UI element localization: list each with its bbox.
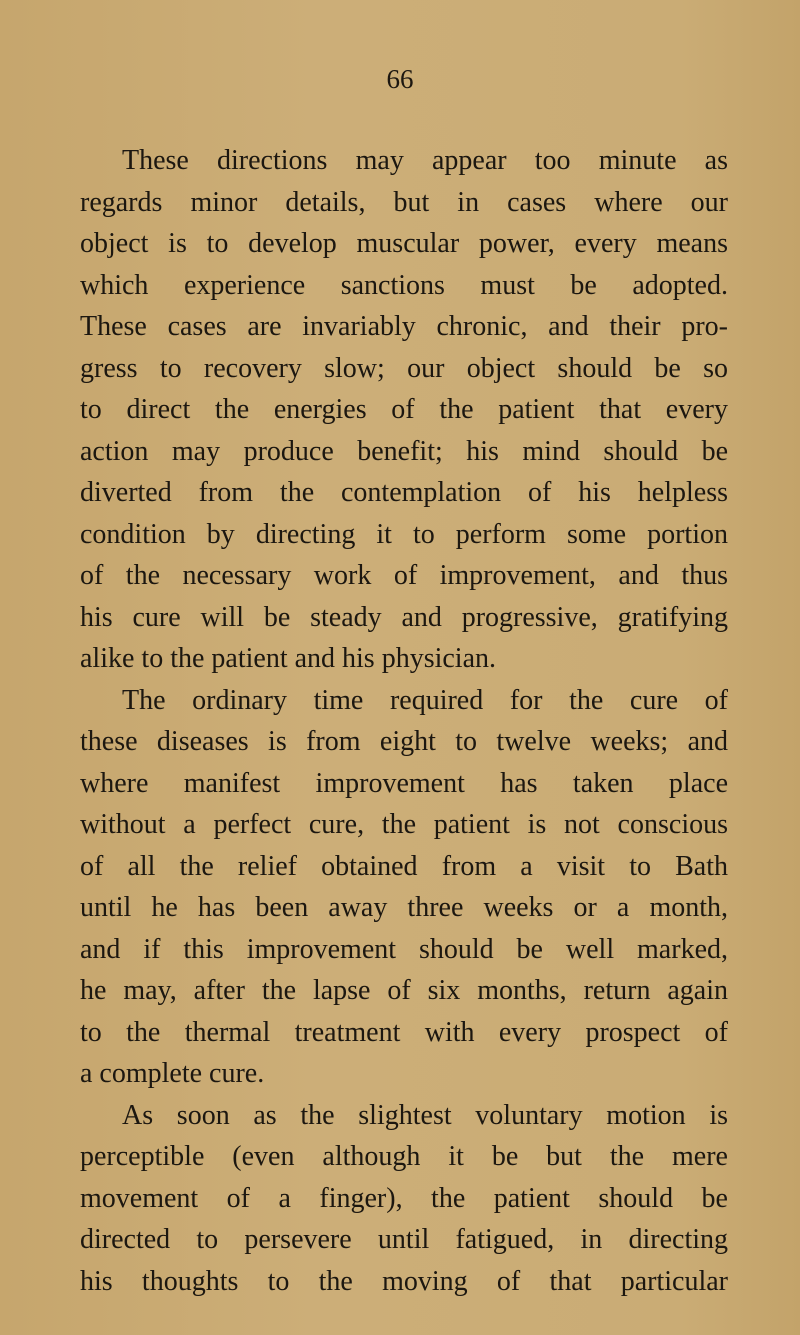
text-line: to direct the energies of the patient that every bbox=[80, 394, 728, 425]
text-line: The ordinary time required for the cure of bbox=[122, 684, 728, 716]
text-line: directed to persevere until fatigued, in directing bbox=[80, 1224, 728, 1255]
text-line: movement of a finger), the patient should be bbox=[80, 1182, 728, 1214]
text-line: these diseases is from eight to twelve weeks; and bbox=[80, 726, 728, 757]
text-line: his thoughts to the moving of that particular bbox=[80, 1265, 728, 1297]
text-line: diverted from the contemplation of his helpless bbox=[80, 477, 728, 508]
text-line: of all the relief obtained from a visit to Bath bbox=[80, 850, 728, 882]
text-line: of the necessary work of improvement, and thus bbox=[80, 560, 728, 591]
body-text bbox=[80, 140, 728, 1302]
text-line: his cure will be steady and progressive, gratifying bbox=[80, 601, 728, 633]
text-line: gress to recovery slow; our object should be so bbox=[80, 352, 728, 384]
text-line: he may, after the lapse of six months, return again bbox=[80, 975, 728, 1006]
text-line: object is to develop muscular power, every means bbox=[80, 228, 728, 259]
text-line: These cases are invariably chronic, and their pro- bbox=[80, 311, 728, 342]
text-line: where manifest improvement has taken place bbox=[80, 767, 728, 799]
text-line: alike to the patient and his physician. bbox=[80, 643, 497, 674]
text-line: without a perfect cure, the patient is not conscious bbox=[80, 809, 728, 840]
text-line: condition by directing it to perform some portion bbox=[80, 518, 728, 550]
text-line: perceptible (even although it be but the mere bbox=[80, 1141, 728, 1172]
text-line: As soon as the slightest voluntary motion is bbox=[122, 1099, 728, 1131]
text-line: which experience sanctions must be adopted. bbox=[80, 269, 728, 301]
text-line: and if this improvement should be well marked, bbox=[80, 933, 728, 965]
text-line: These directions may appear too minute as bbox=[122, 145, 728, 176]
text-line: a complete cure. bbox=[80, 1058, 265, 1089]
page-number: 66 bbox=[386, 64, 414, 94]
text-line: until he has been away three weeks or a month, bbox=[80, 892, 728, 923]
text-line: to the thermal treatment with every prospect of bbox=[80, 1016, 728, 1048]
text-line: regards minor details, but in cases where our bbox=[80, 186, 728, 218]
text-line: action may produce benefit; his mind should be bbox=[80, 435, 728, 467]
